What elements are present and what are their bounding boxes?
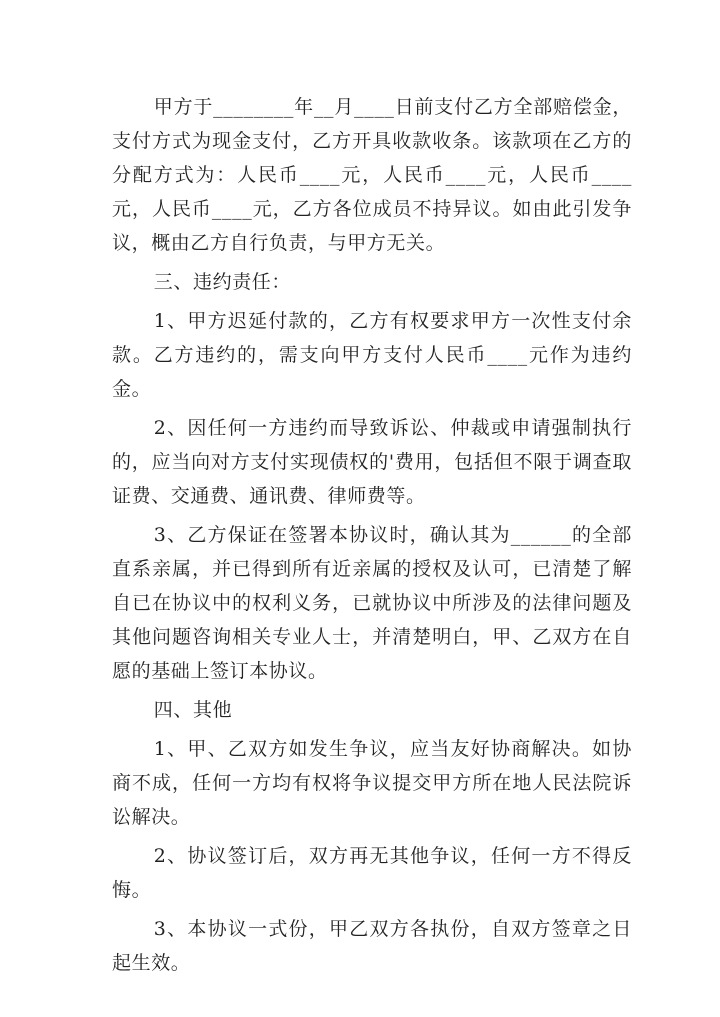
section-heading-breach: 三、违约责任： <box>153 271 291 293</box>
section-heading-other: 四、其他 <box>153 699 233 721</box>
other-clause-2: 2、协议签订后，双方再无其他争议，任何一方不得反悔。 <box>112 845 632 901</box>
breach-clause-2: 2、因任何一方违约而导致诉讼、仲裁或申请强制执行的，应当向对方支付实现债权的'费用，包括但不限于调查取证费、交通费、通讯费、律师费等。 <box>112 417 632 507</box>
breach-clause-1: 1、甲方迟延付款的，乙方有权要求甲方一次性支付余款。乙方违约的，需支向甲方支付人民币____元作为违约金。 <box>112 310 632 400</box>
payment-paragraph: 甲方于________年__月____日前支付乙方全部赔偿金，支付方式为现金支付，乙方开具收款收条。该款项在乙方的分配方式为：人民币____元，人民币____元，人民币____元，人民币____元，乙方各位成员不持异议。如由此引发争议，概由乙方自行负责，与甲方无关。 <box>112 96 632 254</box>
document-body <box>112 90 632 985</box>
breach-clause-3: 3、乙方保证在签署本协议时，确认其为______的全部直系亲属，并已得到所有近亲属的授权及认可，已清楚了解自已在协议中的权利义务，已就协议中所涉及的法律问题及其他问题咨询相关专业人士，并清楚明白，甲、乙双方在自愿的基础上签订本协议。 <box>112 524 632 682</box>
other-clause-1: 1、甲、乙双方如发生争议，应当友好协商解决。如协商不成，任何一方均有权将争议提交甲方所在地人民法院诉讼解决。 <box>112 738 632 828</box>
other-clause-3: 3、本协议一式份，甲乙双方各执份，自双方签章之日起生效。 <box>112 918 632 974</box>
